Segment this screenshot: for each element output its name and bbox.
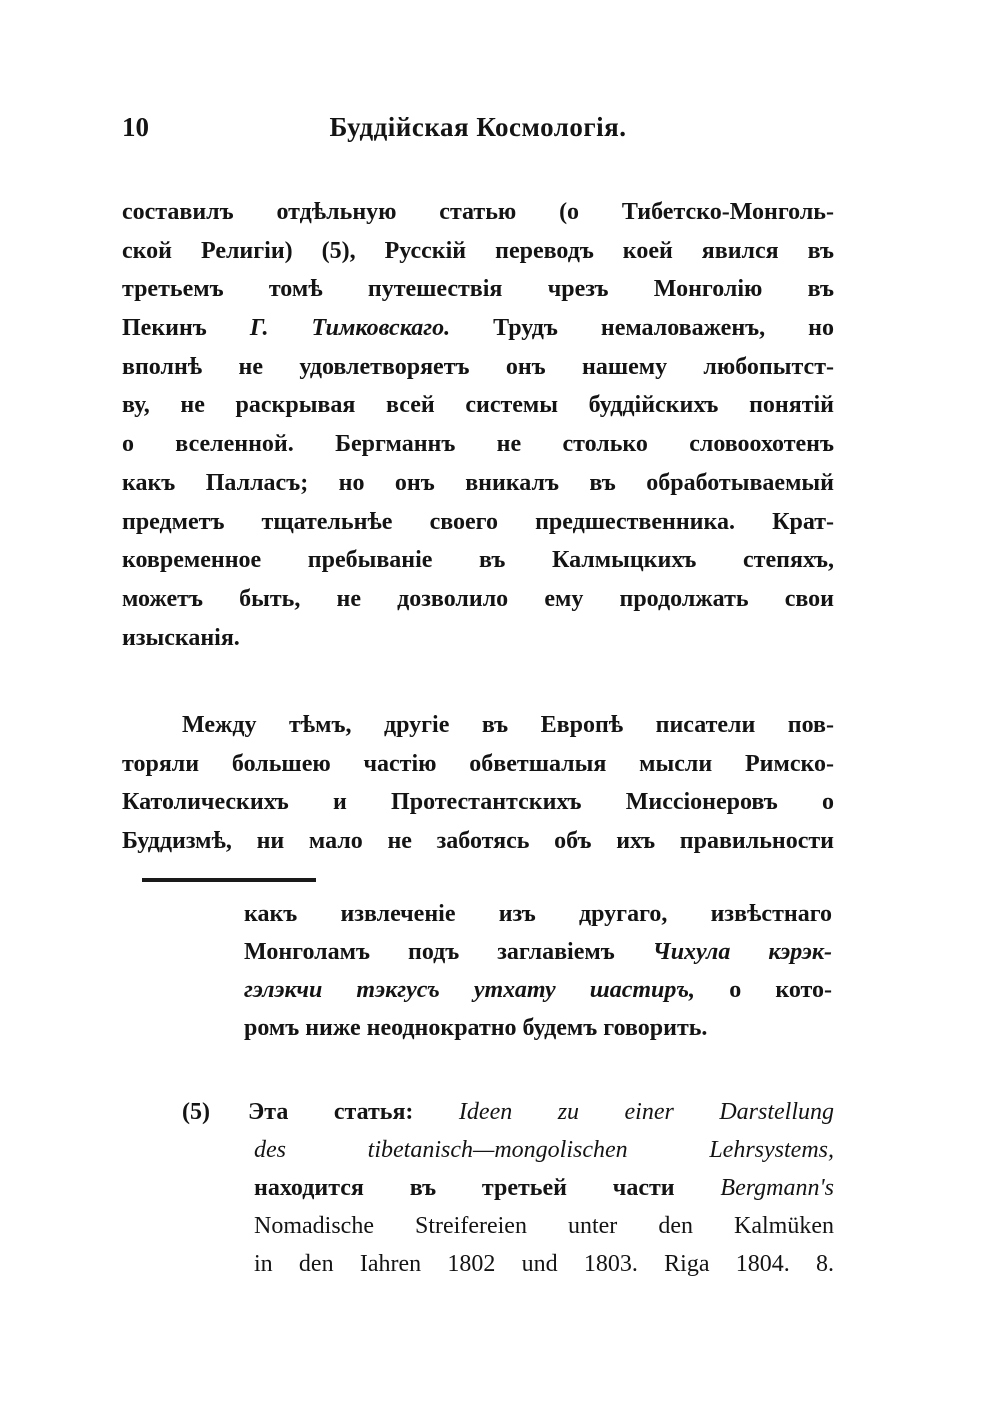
text-line: ву, не раскрывая всей системы буддійскихъ понятій <box>122 392 834 419</box>
text-line: Буддизмѣ, ни мало не заботясь объ ихъ правильности <box>122 828 834 855</box>
text-line: ской Религіи) (5), Русскій переводъ коей явился въ <box>122 237 834 264</box>
text-line: Католическихъ и Протестантскихъ Миссіонеровъ о <box>122 789 834 816</box>
text-line: какъ Палласъ; но онъ вникалъ въ обработываемый <box>122 469 834 496</box>
footnote-line <box>182 1169 834 1207</box>
footnote-line <box>244 971 832 1009</box>
footnote-line: des tibetanisch—mongolischen Lehrsystems, <box>254 1137 834 1163</box>
footnote-line: in den Iahren 1802 und 1803. Riga 1804. 8. <box>254 1251 834 1277</box>
footnote-marker: (5) <box>182 1099 210 1125</box>
text-span: находится въ третьей части <box>254 1175 675 1201</box>
text-line: Между тѣмъ, другіе въ Европѣ писатели пов- <box>182 712 834 738</box>
title-italic: Чихула кэрэк- <box>652 939 832 965</box>
text-line: предметъ тщательнѣе своего предшественника. Крат- <box>122 508 834 535</box>
footnote-line: какъ извлеченіе изъ другаго, извѣстнаго <box>244 901 832 927</box>
page-number: 10 <box>122 112 149 142</box>
author-name-italic: Г. Тимковскаго. <box>249 315 451 342</box>
text-line: торяли большею частію обветшалыя мысли Римско- <box>122 750 834 777</box>
text-line: можетъ быть, не дозволило ему продолжать свои <box>122 585 834 612</box>
text-line <box>122 309 834 348</box>
text-span: Пекинъ <box>122 315 207 342</box>
text-line: изысканія. <box>122 624 240 651</box>
text-line: ковременное пребываніе въ Калмыцкихъ степяхъ, <box>122 547 834 574</box>
text-line: составилъ отдѣльную статью (о Тибетско-Монголь- <box>122 199 834 225</box>
author-name-italic: Bergmann's <box>720 1175 834 1201</box>
text-line: о вселенной. Бергманнъ не столько словоохотенъ <box>122 431 834 458</box>
title-italic: гэлэкчи тэкгусъ утхату шастиръ, <box>244 977 696 1003</box>
text-span: Монголамъ подъ заглавіемъ <box>244 939 615 965</box>
running-title: Буддійская Космологія. <box>329 112 627 142</box>
footnote-line <box>182 1093 834 1131</box>
page-header <box>122 112 834 152</box>
footnote-continuation <box>244 895 832 1047</box>
text-span: Эта статья: <box>248 1099 414 1125</box>
paragraph-1 <box>122 193 834 657</box>
text-span: о кото- <box>729 977 833 1003</box>
title-italic: Ideen zu einer Darstellung <box>458 1099 835 1125</box>
footnote-separator <box>142 878 316 882</box>
footnote-line: ромъ ниже неоднократно будемъ говорить. <box>244 1015 708 1041</box>
text-line: третьемъ томѣ путешествія чрезъ Монголію въ <box>122 276 834 303</box>
text-span: Трудъ немаловаженъ, но <box>493 315 834 342</box>
text-line: вполнѣ не удовлетворяетъ онъ нашему любопытст- <box>122 353 834 380</box>
footnote-5 <box>182 1093 834 1283</box>
paragraph-2 <box>122 706 834 861</box>
footnote-line <box>244 933 832 971</box>
footnote-line: Nomadische Streifereien unter den Kalmüken <box>254 1213 834 1239</box>
